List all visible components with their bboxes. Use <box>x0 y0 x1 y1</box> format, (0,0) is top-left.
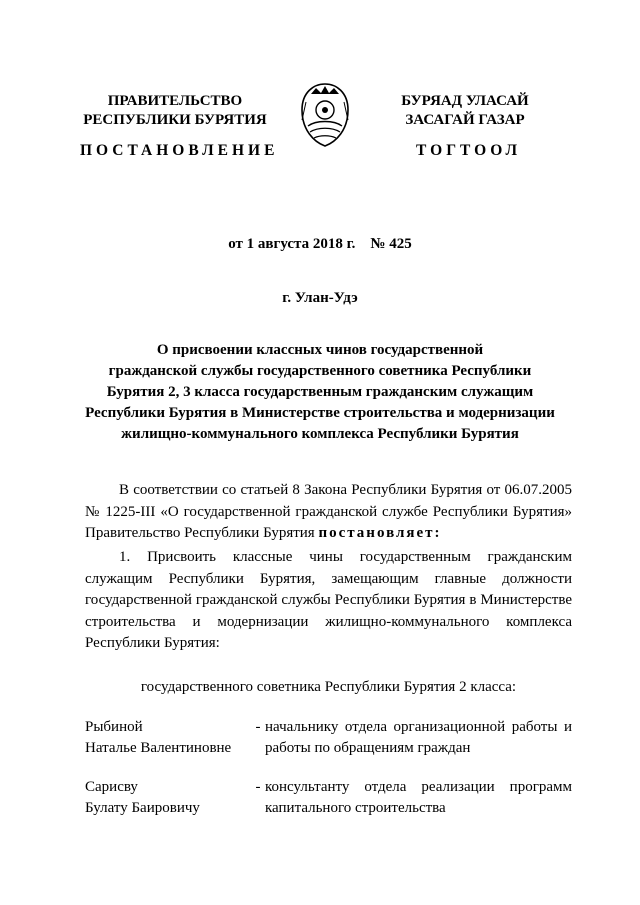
decrees-word: постановляет: <box>318 525 442 541</box>
title-line: гражданской службы государственного советника Республики <box>108 363 532 379</box>
appointee-name <box>85 717 245 759</box>
issuer-bua-line1: БУРЯАД УЛАСАЙ <box>401 93 529 109</box>
date-and-number: от 1 августа 2018 г. № 425 <box>228 236 412 252</box>
preamble-paragraph <box>85 480 572 545</box>
rank-subheading: государственного советника Республики Бурятия 2 класса: <box>140 679 517 695</box>
separator-dash: - <box>255 719 261 735</box>
appointee-given-name: Наталье Валентиновне <box>85 740 232 756</box>
item-1-paragraph: 1. Присвоить классные чины государственным гражданским служащим Республики Бурятия, замещающим главные должности государственной гражданской службы Республики Бурятия в Министерстве строительства и модернизации жилищно-коммунального комплекса Республики Бурятия: <box>85 549 572 651</box>
title-line: О присвоении классных чинов государственной <box>156 342 484 358</box>
appointee-position: консультанту отдела реализации программ капитального строительства <box>265 779 572 816</box>
issuer-ru-line2: РЕСПУБЛИКИ БУРЯТИЯ <box>83 112 267 128</box>
issuer-ru-line1: ПРАВИТЕЛЬСТВО <box>107 93 243 109</box>
appointee-name <box>85 777 245 819</box>
issuer-bua <box>370 92 560 130</box>
appointee-surname: Сарисву <box>85 779 138 795</box>
title-line: Республики Бурятия в Министерстве строительства и модернизации <box>85 405 555 421</box>
issuer-ru <box>80 92 270 130</box>
doc-type-ru: ПОСТАНОВЛЕНИЕ <box>80 142 279 159</box>
issuer-bua-line2: ЗАСАГАЙ ГАЗАР <box>405 112 525 128</box>
appointee-given-name: Булату Баировичу <box>85 800 200 816</box>
city: г. Улан-Удэ <box>282 290 358 306</box>
coat-of-arms-icon <box>296 80 354 150</box>
preamble-text: В соответствии со статьей 8 Закона Республики Бурятия от 06.07.2005 № 1225-III «О государственной гражданской службе Республики Бурятия» Правительство Республики Бурятия <box>85 482 572 541</box>
separator-dash: - <box>255 779 261 795</box>
doc-type-bua: ТОГТООЛ <box>416 142 522 159</box>
title-line: Бурятия 2, 3 класса государственным гражданским служащим <box>106 384 534 400</box>
title-line: жилищно-коммунального комплекса Республики Бурятия <box>121 426 519 442</box>
appointee-position: начальнику отдела организационной работы и работы по обращениям граждан <box>265 719 572 756</box>
document-title <box>60 340 580 445</box>
appointee-surname: Рыбиной <box>85 719 143 735</box>
